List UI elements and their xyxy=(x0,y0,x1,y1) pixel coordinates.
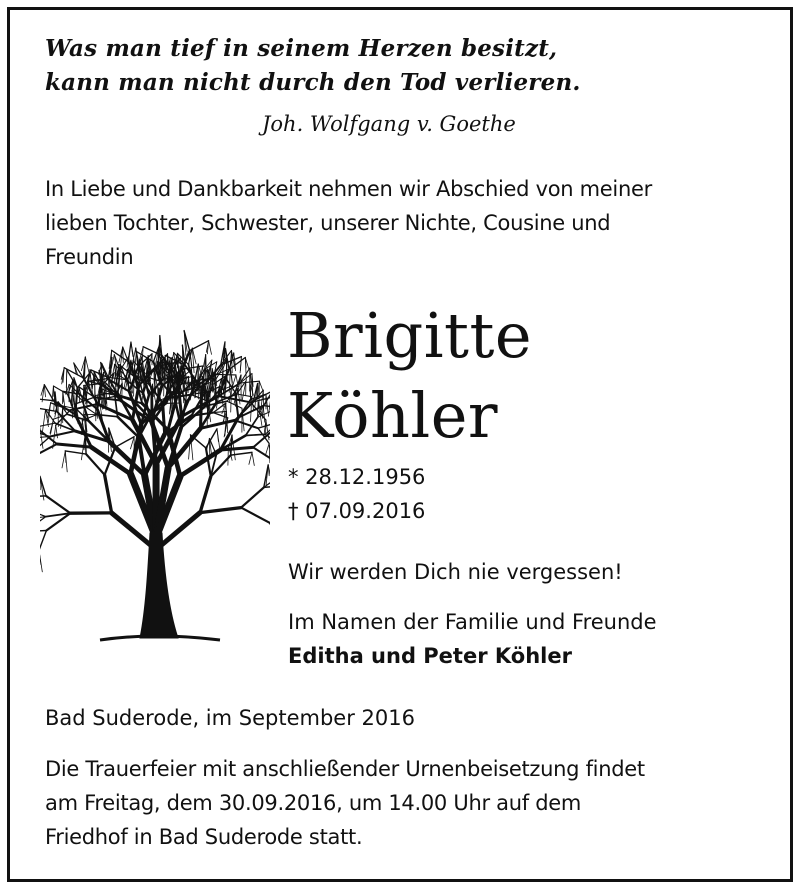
funeral-line: Die Trauerfeier mit anschließender Urnenbeisetzung findet xyxy=(45,757,645,781)
intro-line: Freundin xyxy=(45,245,134,269)
last-name: Köhler xyxy=(287,379,499,452)
family-intro: Im Namen der Familie und Freunde xyxy=(288,610,657,634)
first-name: Brigitte xyxy=(287,299,533,372)
quote-line: kann man nicht durch den Tod verlieren. xyxy=(45,69,581,96)
death-date: † 07.09.2016 xyxy=(288,499,426,523)
funeral-line: am Freitag, dem 30.09.2016, um 14.00 Uhr auf dem xyxy=(45,791,582,815)
funeral-info xyxy=(45,752,775,854)
quote-author: Joh. Wolfgang v. Goethe xyxy=(262,112,516,136)
funeral-line: Friedhof in Bad Suderode statt. xyxy=(45,825,363,849)
life-dates xyxy=(288,460,425,528)
weeping-tree-icon xyxy=(40,318,270,653)
quote xyxy=(45,32,605,100)
intro-line: lieben Tochter, Schwester, unserer Nichte, Cousine und xyxy=(45,211,611,235)
intro-line: In Liebe und Dankbarkeit nehmen wir Abschied von meiner xyxy=(45,177,652,201)
birth-date: * 28.12.1956 xyxy=(288,465,426,489)
quote-line: Was man tief in seinem Herzen besitzt, xyxy=(45,35,558,62)
place-date: Bad Suderode, im September 2016 xyxy=(45,706,415,730)
deceased-name xyxy=(287,296,532,456)
farewell-text: Wir werden Dich nie vergessen! xyxy=(288,560,623,584)
family-names: Editha und Peter Köhler xyxy=(288,644,572,668)
intro-text xyxy=(45,172,775,274)
